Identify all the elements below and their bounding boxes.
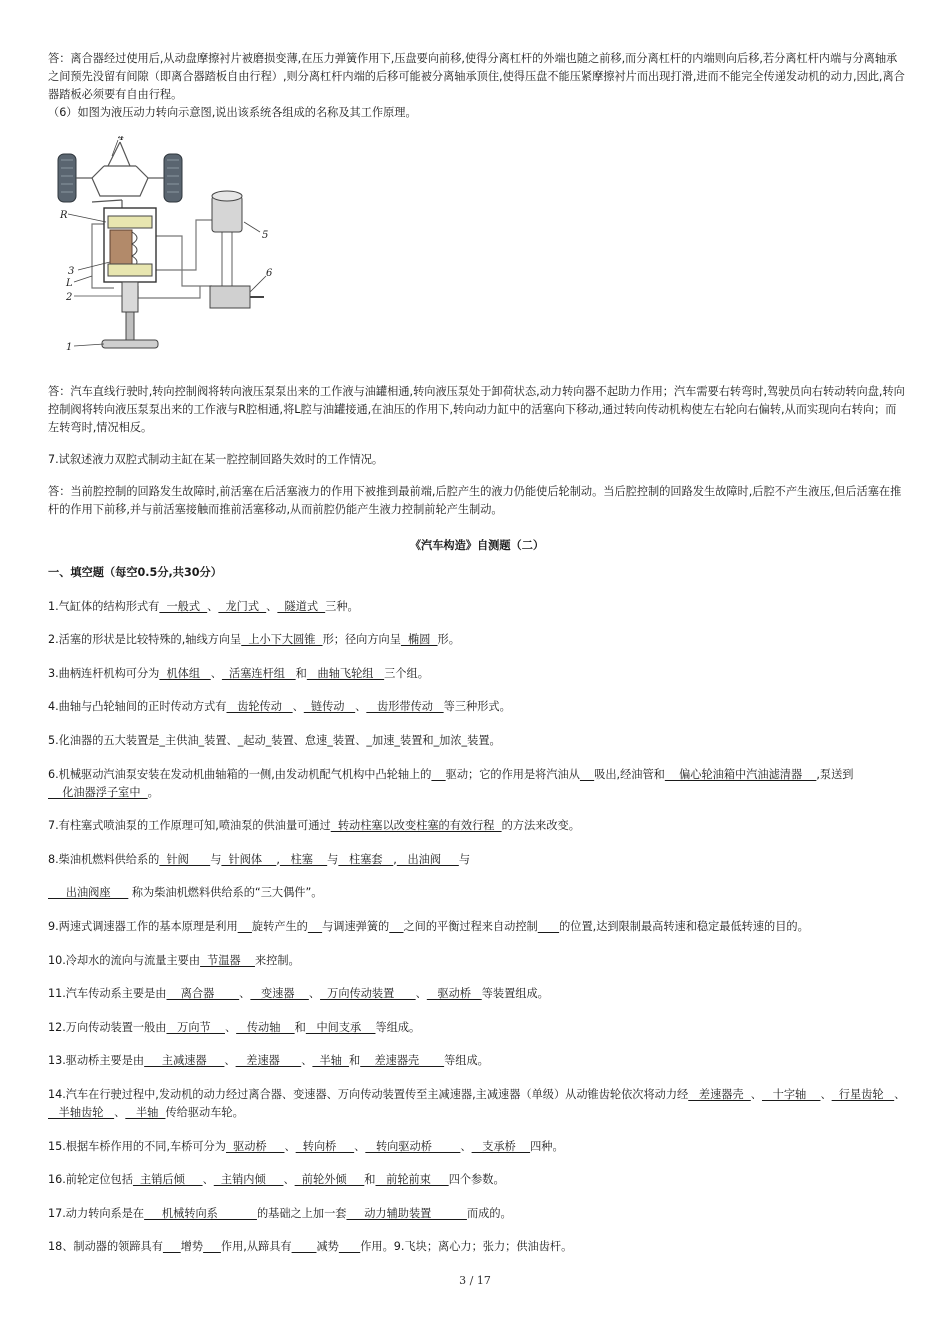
question-item-9: 9.两速式调速器工作的基本原理是利用 旋转产生的 与调速弹簧的 之间的平衡过程来自动控制 的位置,达到限制最高转速和稳定最低转速的目的。 (48, 919, 809, 933)
question-item-18: 18、制动器的领蹄具有 增势 作用,从蹄具有 减势 作用。9.飞块；离心力；张力；供油齿杆。 (48, 1240, 573, 1254)
question-item-16: 16.前轮定位包括 主销后倾 、 主销内倾 、 前轮外倾 和 前轮前束 四个参数。 (48, 1173, 505, 1187)
question-item-2: 2.活塞的形状是比较特殊的,轴线方向呈 上小下大圆锥 形；径向方向呈 椭圆 形。 (48, 633, 460, 647)
question-item-17: 17.动力转向系是在 机械转向系 的基础之上加一套 动力辅助装置 而成的。 (48, 1206, 512, 1220)
right-wheel (164, 154, 182, 202)
steering-column (102, 282, 158, 348)
question-item-7: 7.有柱塞式喷油泵的工作原理可知,喷油泵的供油量可通过 转动柱塞以改变柱塞的有效行程 的方法来改变。 (48, 819, 580, 833)
answer-6: 答：汽车直线行驶时,转向控制阀将转向液压泵泵出来的工作液与油罐相通,转向液压泵处于卸荷状态,动力转向器不起助力作用；汽车需要右转弯时,驾驶员向右转动转向盘,转向控制阀将转向液压泵泵出来的工作液与R腔相通,将L腔与油罐接通,在油压的作用下,转向动力缸中的活塞向下移动,通过转向传动机构使左右轮向右偏转,从而实现向右转向；而左转弯时,情况相反。 (48, 385, 905, 434)
hydraulic-pump (210, 286, 264, 308)
answer-clutch: 答：离合器经过使用后,从动盘摩擦衬片被磨损变薄,在压力弹簧作用下,压盘要向前移,使得分离杠杆的外端也随之前移,而分离杠杆的内端则向后移,若分离杠杆内端与分离轴承之间预先没留有间隙（即离合器踏板自由行程）,则分离杠杆内端的后移可能被分离轴承顶住,使得压盘不能压紧摩擦衬片而出现打滑,进而不能完全传递发动机的动力,因此,离合器踏板必须要有自由行程。 (48, 52, 905, 101)
power-steering-diagram (52, 136, 287, 371)
steering-linkage (76, 142, 164, 214)
figure-label-3: 3 (68, 266, 75, 277)
question-item-8-cont: 出油阀座 称为柴油机燃料供给系的“三大偶件”。 (48, 886, 323, 900)
left-wheel (58, 154, 76, 202)
question-item-13: 13.驱动桥主要是由 主减速器 、 差速器 、 半轴 和 差速器壳 等组成。 (48, 1054, 489, 1068)
question-7: 7.试叙述液力双腔式制动主缸在某一腔控制回路失效时的工作情况。 (48, 453, 384, 466)
question-item-6: 6.机械驱动汽油泵安装在发动机曲轴箱的一侧,由发动机配气机构中凸轮轴上的 驱动；它的作用是将汽油从 吸出,经油管和 偏心轮油箱中汽油滤清器 ,泵送到 化油器浮子室中 。 (48, 767, 854, 799)
question-item-5: 5.化油器的五大装置是_主供油_装置、_起动_装置、怠速_装置、_加速_装置和_加浓_装置。 (48, 733, 501, 747)
steering-gear (104, 208, 156, 282)
question-item-1: 1.气缸体的结构形式有 一般式 、 龙门式 、 隧道式 三种。 (48, 599, 359, 613)
question-item-3: 3.曲柄连杆机构可分为 机体组 、 活塞连杆组 和 曲轴飞轮组 三个组。 (48, 666, 429, 680)
test-title: 《汽车构造》自测题（二） (409, 539, 545, 552)
page-content (48, 50, 906, 1272)
question-item-11: 11.汽车传动系主要是由 离合器 、 变速器 、 万向传动装置 、 驱动桥 等装置组成。 (48, 987, 549, 1001)
page-number: 3 / 17 (459, 1274, 491, 1287)
question-item-14: 14.汽车在行驶过程中,发动机的动力经过离合器、变速器、万向传动装置传至主减速器,主减速器（单级）从动锥齿轮依次将动力经 差速器壳 、 十字轴 、 行星齿轮 、 半轴齿轮 、 半轴 传给驱动车轮。 (48, 1087, 906, 1119)
section-title: 一、填空题（每空0.5分,共30分） (48, 566, 222, 579)
answer-7: 答：当前腔控制的回路发生故障时,前活塞在后活塞液力的作用下被推到最前端,后腔产生的液力仍能使后轮制动。当后腔控制的回路发生故障时,后腔不产生液压,但后活塞在推杆的作用下前移,并与前活塞接触而推前活塞移动,从而前腔仍能产生液力控制前轮产生制动。 (48, 485, 902, 516)
figure-label-5: 5 (262, 230, 269, 241)
figure-label-2: 2 (66, 292, 73, 303)
figure-label-4: 4 (118, 136, 125, 143)
question-item-12: 12.万向传动装置一般由 万向节 、 传动轴 和 中间支承 等组成。 (48, 1020, 421, 1034)
question-item-10: 10.冷却水的流向与流量主要由 节温器 来控制。 (48, 953, 300, 967)
figure-label-1: 1 (66, 342, 73, 353)
question-item-8: 8.柴油机燃料供给系的 针阀 与 针阀体 , 柱塞 与 柱塞套 , 出油阀 与 (48, 852, 471, 866)
oil-tank (212, 191, 242, 232)
figure-label-L: L (66, 278, 73, 289)
power-steering-figure (52, 136, 287, 371)
question-item-15: 15.根据车桥作用的不同,车桥可分为 驱动桥 、 转向桥 、 转向驱动桥 、 支承桥 四种。 (48, 1139, 564, 1153)
question-item-4: 4.曲轴与凸轮轴间的正时传动方式有 齿轮传动 、 链传动 、 齿形带传动 等三种形式。 (48, 700, 511, 714)
figure-label-6: 6 (266, 268, 273, 279)
question-6: （6）如图为液压动力转向示意图,说出该系统各组成的名称及其工作原理。 (48, 106, 417, 119)
figure-label-R: R (60, 210, 68, 221)
